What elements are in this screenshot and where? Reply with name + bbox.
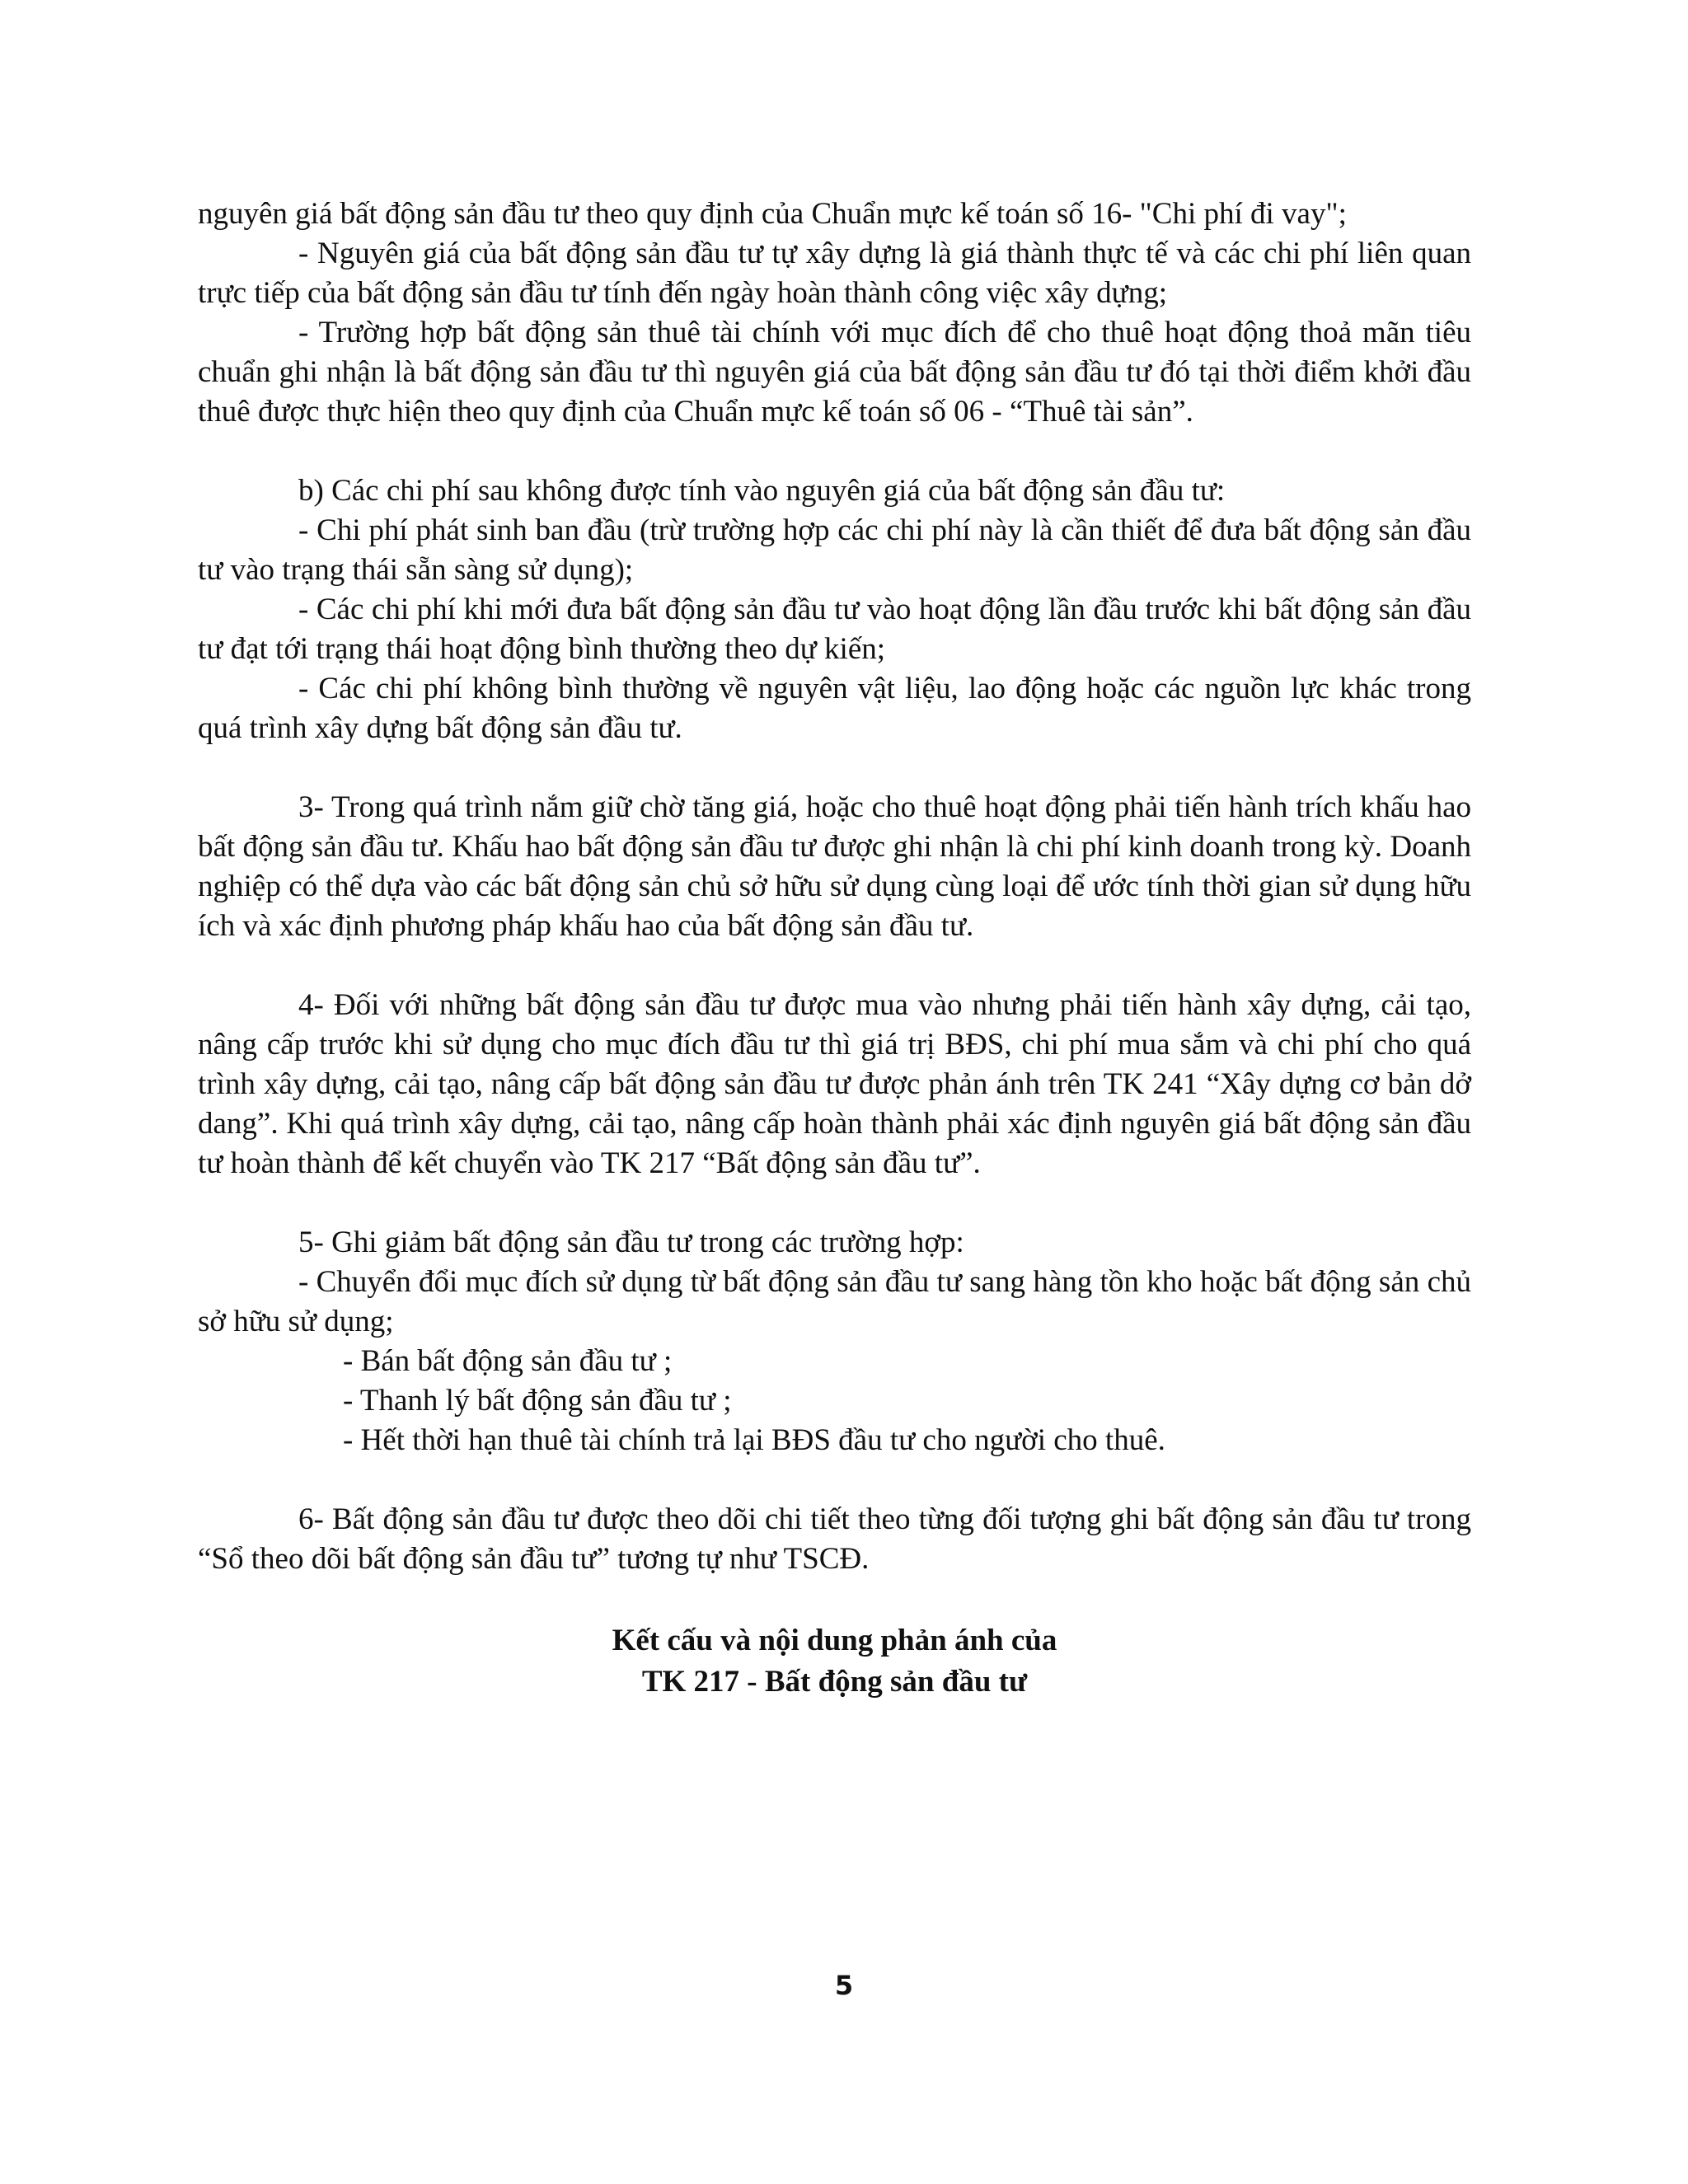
paragraph-b-item-3: - Các chi phí không bình thường về nguyên vật liệu, lao động hoặc các nguồn lực khác trong quá trình xây dựng bất động sản đầu tư. bbox=[198, 672, 1471, 745]
paragraph-5-item-1: - Chuyển đổi mục đích sử dụng từ bất động sản đầu tư sang hàng tồn kho hoặc bất động sản chủ sở hữu sử dụng; bbox=[198, 1265, 1471, 1338]
paragraph-3-depreciation: 3- Trong quá trình nắm giữ chờ tăng giá, hoặc cho thuê hoạt động phải tiến hành trích khấu hao bất động sản đầu tư. Khấu hao bất động sản đầu tư được ghi nhận là chi phí kinh doanh trong kỳ. Doanh nghiệp có thể dựa vào các bất động sản chủ sở hữu sử dụng cùng loại để ước tính thời gian sử dụng hữu ích và xác định phương pháp khấu hao của bất động sản đầu tư. bbox=[198, 790, 1471, 943]
section-heading-line-1: Kết cấu và nội dung phản ánh của bbox=[612, 1624, 1057, 1657]
section-heading-line-2: TK 217 - Bất động sản đầu tư bbox=[641, 1665, 1028, 1699]
paragraph-b-item-2: - Các chi phí khi mới đưa bất động sản đầu tư vào hoạt động lần đầu trước khi bất động sản đầu tư đạt tới trạng thái hoạt động bình thường theo dự kiến; bbox=[198, 593, 1471, 666]
paragraph-5-item-4: - Hết thời hạn thuê tài chính trả lại BĐS đầu tư cho người cho thuê. bbox=[343, 1423, 1165, 1457]
paragraph-4-construction: 4- Đối với những bất động sản đầu tư được mua vào nhưng phải tiến hành xây dựng, cải tạo, nâng cấp trước khi sử dụng cho mục đích đầu tư thì giá trị BĐS, chi phí mua sắm và chi phí cho quá trình xây dựng, cải tạo, nâng cấp bất động sản đầu tư được phản ánh trên TK 241 “Xây dựng cơ bản dở dang”. Khi quá trình xây dựng, cải tạo, nâng cấp hoàn thành phải xác định nguyên giá bất động sản đầu tư hoàn thành để kết chuyển vào TK 217 “Bất động sản đầu tư”. bbox=[198, 988, 1471, 1180]
document-body bbox=[198, 194, 1471, 1703]
paragraph-b-item-1: - Chi phí phát sinh ban đầu (trừ trường hợp các chi phí này là cần thiết để đưa bất động sản đầu tư vào trạng thái sẵn sàng sử dụng); bbox=[198, 513, 1471, 587]
paragraph-finance-lease: - Trường hợp bất động sản thuê tài chính với mục đích để cho thuê hoạt động thoả mãn tiêu chuẩn ghi nhận là bất động sản đầu tư thì nguyên giá của bất động sản đầu tư đó tại thời điểm khởi đầu thuê được thực hiện theo quy định của Chuẩn mực kế toán số 06 - “Thuê tài sản”. bbox=[198, 316, 1471, 429]
paragraph-5-item-2: - Bán bất động sản đầu tư ; bbox=[343, 1344, 673, 1378]
paragraph-b-heading: b) Các chi phí sau không được tính vào nguyên giá của bất động sản đầu tư: bbox=[298, 474, 1226, 508]
paragraph-self-built-cost: - Nguyên giá của bất động sản đầu tư tự xây dựng là giá thành thực tế và các chi phí liên quan trực tiếp của bất động sản đầu tư tính đến ngày hoàn thành công việc xây dựng; bbox=[198, 237, 1471, 310]
section-heading bbox=[198, 1620, 1471, 1703]
page-number: 5 bbox=[834, 1970, 854, 2001]
paragraph-6-tracking: 6- Bất động sản đầu tư được theo dõi chi tiết theo từng đối tượng ghi bất động sản đầu tư trong “Sổ theo dõi bất động sản đầu tư” tương tự như TSCĐ. bbox=[198, 1502, 1471, 1576]
paragraph-5-item-3: - Thanh lý bất động sản đầu tư ; bbox=[343, 1384, 732, 1418]
paragraph-continuation: nguyên giá bất động sản đầu tư theo quy định của Chuẩn mực kế toán số 16- "Chi phí đi vay"; bbox=[198, 197, 1347, 231]
paragraph-5-heading: 5- Ghi giảm bất động sản đầu tư trong các trường hợp: bbox=[298, 1226, 964, 1259]
